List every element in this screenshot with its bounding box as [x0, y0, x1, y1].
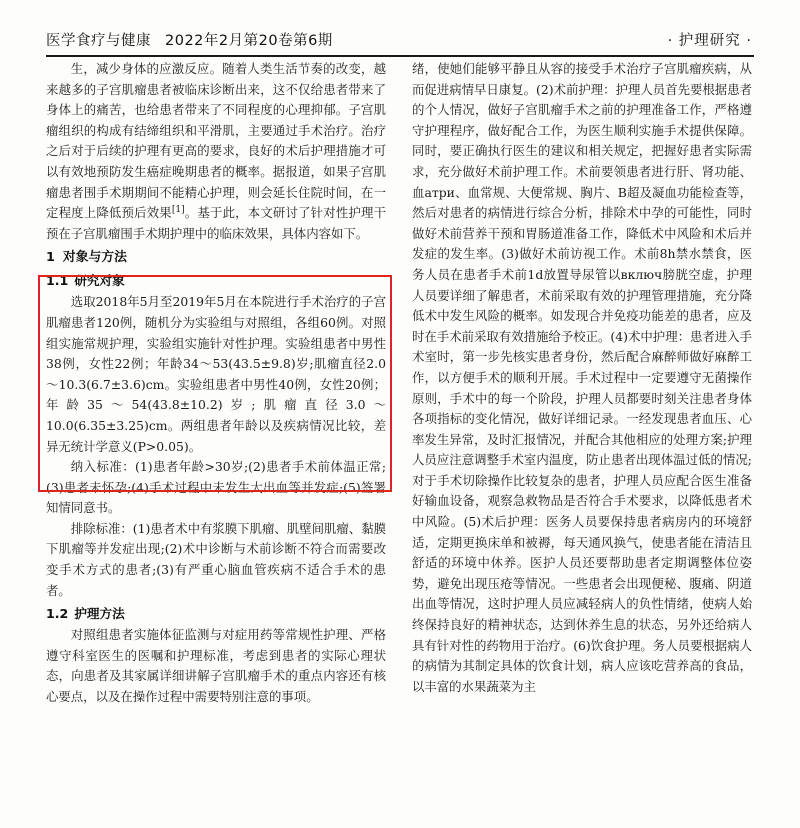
subsection-number: 1.1	[46, 273, 69, 289]
subsection-title: 护理方法	[74, 606, 125, 622]
subsection-heading-1-1	[46, 270, 386, 291]
two-column-body	[46, 59, 754, 799]
subsection-title: 研究对象	[74, 273, 125, 289]
subsection-number: 1.2	[46, 606, 69, 622]
section-heading-1	[46, 247, 386, 268]
paragraph-continued	[46, 59, 386, 244]
journal-name: 医学食疗与健康	[46, 33, 151, 49]
running-head	[46, 22, 754, 57]
exclusion-criteria-paragraph: 排除标准：(1)患者术中有浆膜下肌瘤、肌壁间肌瘤、黏膜下肌瘤等并发症出现;(2)术中诊断与术前诊断不符合而需要改变手术方式的患者;(3)有严重心脑血管疾病不适合手术的患者。	[46, 520, 386, 598]
section-label: · 护理研究 ·	[667, 33, 752, 49]
issue-info: 2022年2月第20卷第6期	[165, 33, 333, 49]
subsection-heading-1-2	[46, 603, 386, 624]
section-title: 对象与方法	[62, 250, 127, 266]
inclusion-criteria-paragraph: 纳入标准：(1)患者年龄>30岁;(2)患者手术前体温正常;(3)患者未怀孕;(4)手术过程中未发生大出血等并发症;(5)签署知情同意书。	[46, 459, 386, 516]
right-column-paragraph: 绪，使她们能够平静且从容的接受手术治疗子宫肌瘤疾病，从而促进病情早日康复。(2)术前护理：护理人员首先要根据患者的个人情况，做好子宫肌瘤手术之前的护理准备工作，严格遵守护理程序，做好配合工作，为医生顺利实施手术提供保障。同时，要正确执行医生的建议和相关规定，把握好患者实际需求，充分做好术前护理工作。术前要领患者进行肝、肾功能、血атри、血常规、大便常规、胸片、B超及凝血功能检查等，然后对患者的病情进行综合分析，排除术中孕的可能性，同时做好术前营养干预和胃肠道准备工作，降低术中风险和术后并发症的发生率。(3)做好术前访视工作。术前8h禁水禁食，医务人员在患者手术前1d放置导尿管以включ膀胱空虚，护理人员要详细了解患者，术前采取有效的护理管理措施，充分降低术中发生风险的概率。如发现合并免疫功能差的患者，应及时在手术前采取有效措施给予校正。(4)术中护理：患者进入手术室时，第一步先核实患者身份，然后配合麻醉师做好麻醉工作，以方便手术的顺利开展。手术过程中一定要遵守无菌操作原则，手术中的每一个阶段，护理人员都要时刻关注患者身体各项指标的变化情况，做好详细记录。一经发现患者血压、心率发生异常，及时汇报情况，并配合其他相应的处理方案;护理人员应注意调整手术室内温度，防止患者出现体温过低的情况;对于手术切除操作比较复杂的患者，护理人员应配合医生准备好输血设备，观察急救物品是否符合手术要求，以降低患者术中风险。(5)术后护理：医务人员要保持患者病房内的环境舒适，定期更换床单和被褥，每天通风换气，使患者能在清洁且舒适的环境中休养。医护人员还要帮助患者定期调整体位姿势，避免出现压疮等情况。一些患者会出现便秘、腹痛、阴道出血等情况，这时护理人员应减轻病人的负性情绪，使病人始终保持良好的精神状态，达到休养生息的状态，另外还给病人具有针对性的药物用于治疗。(6)饮食护理。务人员要根据病人的病情为其制定具体的饮食计划，病人应该吃营养高的食品，以丰富的水果蔬菜为主	[412, 61, 752, 694]
section-number: 1	[46, 250, 55, 266]
highlighted-region-wrapper	[46, 270, 386, 457]
left-column	[46, 59, 386, 799]
study-subjects-paragraph: 选取2018年5月至2019年5月在本院进行手术治疗的子宫肌瘤患者120例，随机分为实验组与对照组，各组60例。对照组实施常规护理，实验组实施针对性护理。实验组患者中男性38例，女性22例；年龄34～53(43.5±9.8)岁;肌瘤直径2.0～10.3(6.7±3.6)cm。实验组患者中男性40例，女性20例；年龄35～54(43.8±10.2)岁;肌瘤直径3.0～10.0(6.35±3.25)cm。两组患者年龄以及疾病情况比较，差异无统计学意义(P>0.05)。	[46, 294, 386, 454]
running-head-left	[46, 29, 333, 50]
reference-marker: [1]	[171, 205, 185, 216]
paragraph-text: 生，减少身体的应激反应。随着人类生活节奏的改变，越来越多的子宫肌瘤患者被临床诊断出来，这不仅给患者带来了身体上的痛苦，也给患者带来了不同程度的心理抑郁。子宫肌瘤组织的构成有结缔组织和平滑肌，主要通过手术治疗。治疗之后对于后续的护理有更高的要求，良好的术后护理措施才可以有效地预防发生癌症晚期患者的概率。据报道，如果子宫肌瘤患者围手术期期间不能精心护理，则会延长住院时间，在一定程度上降低预后效果	[46, 61, 386, 221]
paragraph-text-tail: 。基于此，本文研讨了针对性护理干预在子宫肌瘤围手术期护理中的临床效果，具体内容如下。	[46, 205, 387, 241]
right-column	[412, 59, 752, 799]
nursing-method-paragraph: 对照组患者实施体征监测与对症用药等常规性护理、严格遵守科室医生的医嘱和护理标准，考虑到患者的实际心理状态，向患者及其家属详细讲解子宫肌瘤手术的重点内容还有核心要点，以及在操作过程中需要特别注意的事项。	[46, 627, 386, 705]
